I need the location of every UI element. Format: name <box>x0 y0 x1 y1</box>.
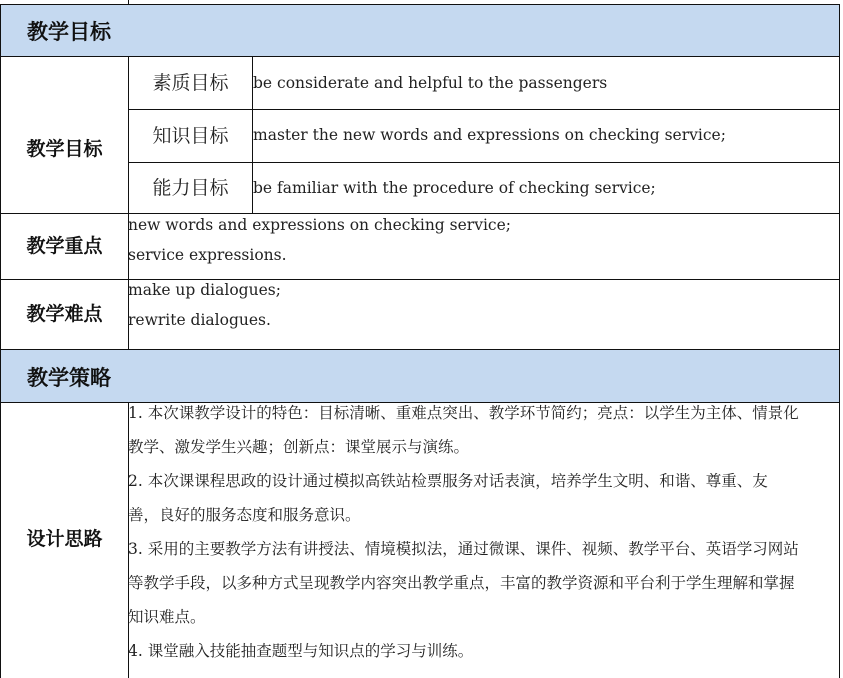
difficulties-line: make up dialogues; <box>128 281 281 299</box>
design-approach-line: 善，良好的服务态度和服务意识。 <box>128 506 361 524</box>
design-approach-line: 1. 本次课教学设计的特色：目标清晰、重难点突出、教学环节简约；亮点：以学生为主体、情景化 <box>128 404 799 422</box>
ability-objective-text: be familiar with the procedure of checking service; <box>253 179 656 197</box>
table-border <box>0 4 840 5</box>
objectives-section-title: 教学目标 <box>27 20 111 44</box>
difficulties-label: 教学难点 <box>26 303 103 325</box>
key-points-line: new words and expressions on checking service; <box>128 216 511 234</box>
design-approach-line: 等教学手段，以多种方式呈现教学内容突出教学重点，丰富的教学资源和平台利于学生理解和掌握 <box>128 574 795 592</box>
knowledge-objective-text: master the new words and expressions on checking service; <box>253 126 726 144</box>
design-approach-line: 知识难点。 <box>128 608 206 626</box>
design-approach-line: 3. 采用的主要教学方法有讲授法、情境模拟法，通过微课、课件、视频、教学平台、英语学习网站 <box>128 540 799 558</box>
strategy-section-title: 教学策略 <box>27 366 111 390</box>
table-border <box>0 4 1 678</box>
key-points-line: service expressions. <box>128 246 287 264</box>
strategy-header-band <box>1 350 839 402</box>
ability-objective-label: 能力目标 <box>152 177 229 199</box>
table-border <box>0 213 840 214</box>
quality-objective-label: 素质目标 <box>152 72 229 94</box>
objectives-row-label: 教学目标 <box>26 138 103 160</box>
table-border <box>0 56 840 57</box>
knowledge-objective-label: 知识目标 <box>152 125 229 147</box>
key-points-label: 教学重点 <box>26 235 103 257</box>
table-border <box>128 56 129 350</box>
quality-objective-text: be considerate and helpful to the passengers <box>253 74 608 92</box>
design-approach-line: 2. 本次课课程思政的设计通过模拟高铁站检票服务对话表演，培养学生文明、和谐、尊重、友 <box>128 472 768 490</box>
design-approach-line: 教学、激发学生兴趣；创新点：课堂展示与演练。 <box>128 438 470 456</box>
design-approach-line: 4. 课堂融入技能抽查题型与知识点的学习与训练。 <box>128 642 474 660</box>
objectives-header-band <box>1 5 839 56</box>
table-border <box>128 0 129 5</box>
design-approach-label: 设计思路 <box>26 528 103 550</box>
table-border <box>0 402 840 403</box>
table-border <box>0 279 840 280</box>
table-border <box>839 4 840 678</box>
table-border <box>128 109 840 110</box>
table-border <box>128 162 840 163</box>
difficulties-line: rewrite dialogues. <box>128 311 271 329</box>
table-border <box>0 349 840 350</box>
